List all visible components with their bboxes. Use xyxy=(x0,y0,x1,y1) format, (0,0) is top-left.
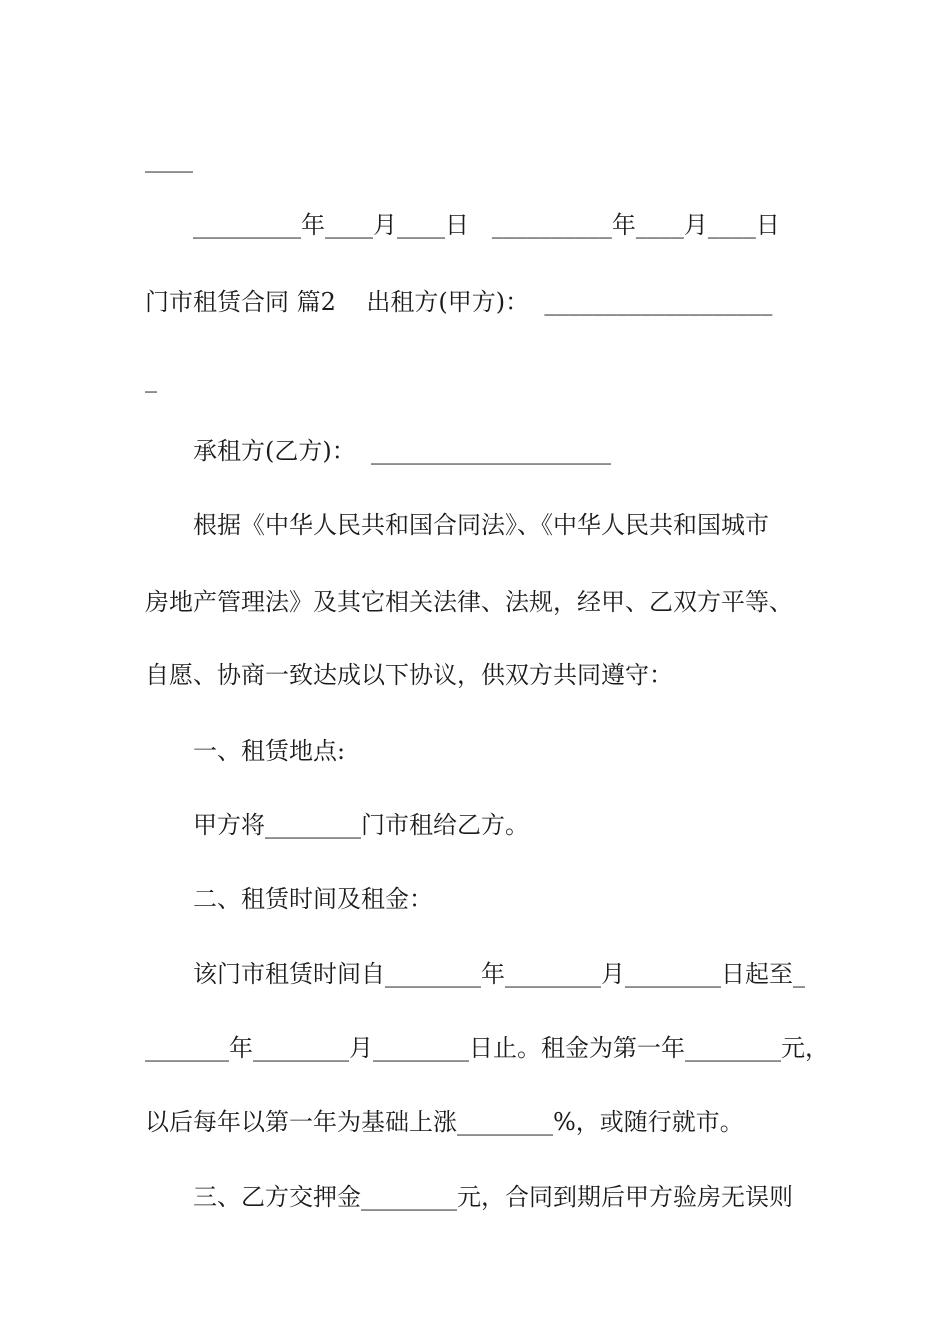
paragraph-line: 房地产管理法》及其它相关法律、法规，经甲、乙双方平等、 xyxy=(145,588,793,616)
paragraph-line: 根据《中华人民共和国合同法》、《中华人民共和国城市 xyxy=(193,511,769,539)
contract-title-lessor-line: 门市租赁合同 篇2 出租方(甲方)： ___________________ xyxy=(145,288,773,316)
section-heading-deposit: 三、乙方交押金________元，合同到期后甲方验房无误则 xyxy=(193,1183,793,1211)
section-heading-location: 一、租赁地点: xyxy=(193,737,346,765)
section-heading-term-rent: 二、租赁时间及租金： xyxy=(193,885,433,913)
paragraph-line: 自愿、协商一致达成以下协议，供双方共同遵守： xyxy=(145,661,673,689)
lessee-line: 承租方(乙方)： ____________________ xyxy=(193,437,611,465)
paragraph-line: 该门市租赁时间自________年________月________日起至_ xyxy=(193,960,805,988)
blank-line-fragment: ____ xyxy=(145,145,193,173)
signature-date-line: _________年____月____日 __________年____月____日 xyxy=(193,211,780,239)
paragraph-line: 以后每年以第一年为基础上涨________%，或随行就市。 xyxy=(145,1108,744,1136)
blank-line-fragment-2: _ xyxy=(145,365,157,393)
paragraph-line: _______年________月________日止。租金为第一年________元， xyxy=(145,1034,829,1062)
paragraph-line: 甲方将________门市租给乙方。 xyxy=(193,811,529,839)
